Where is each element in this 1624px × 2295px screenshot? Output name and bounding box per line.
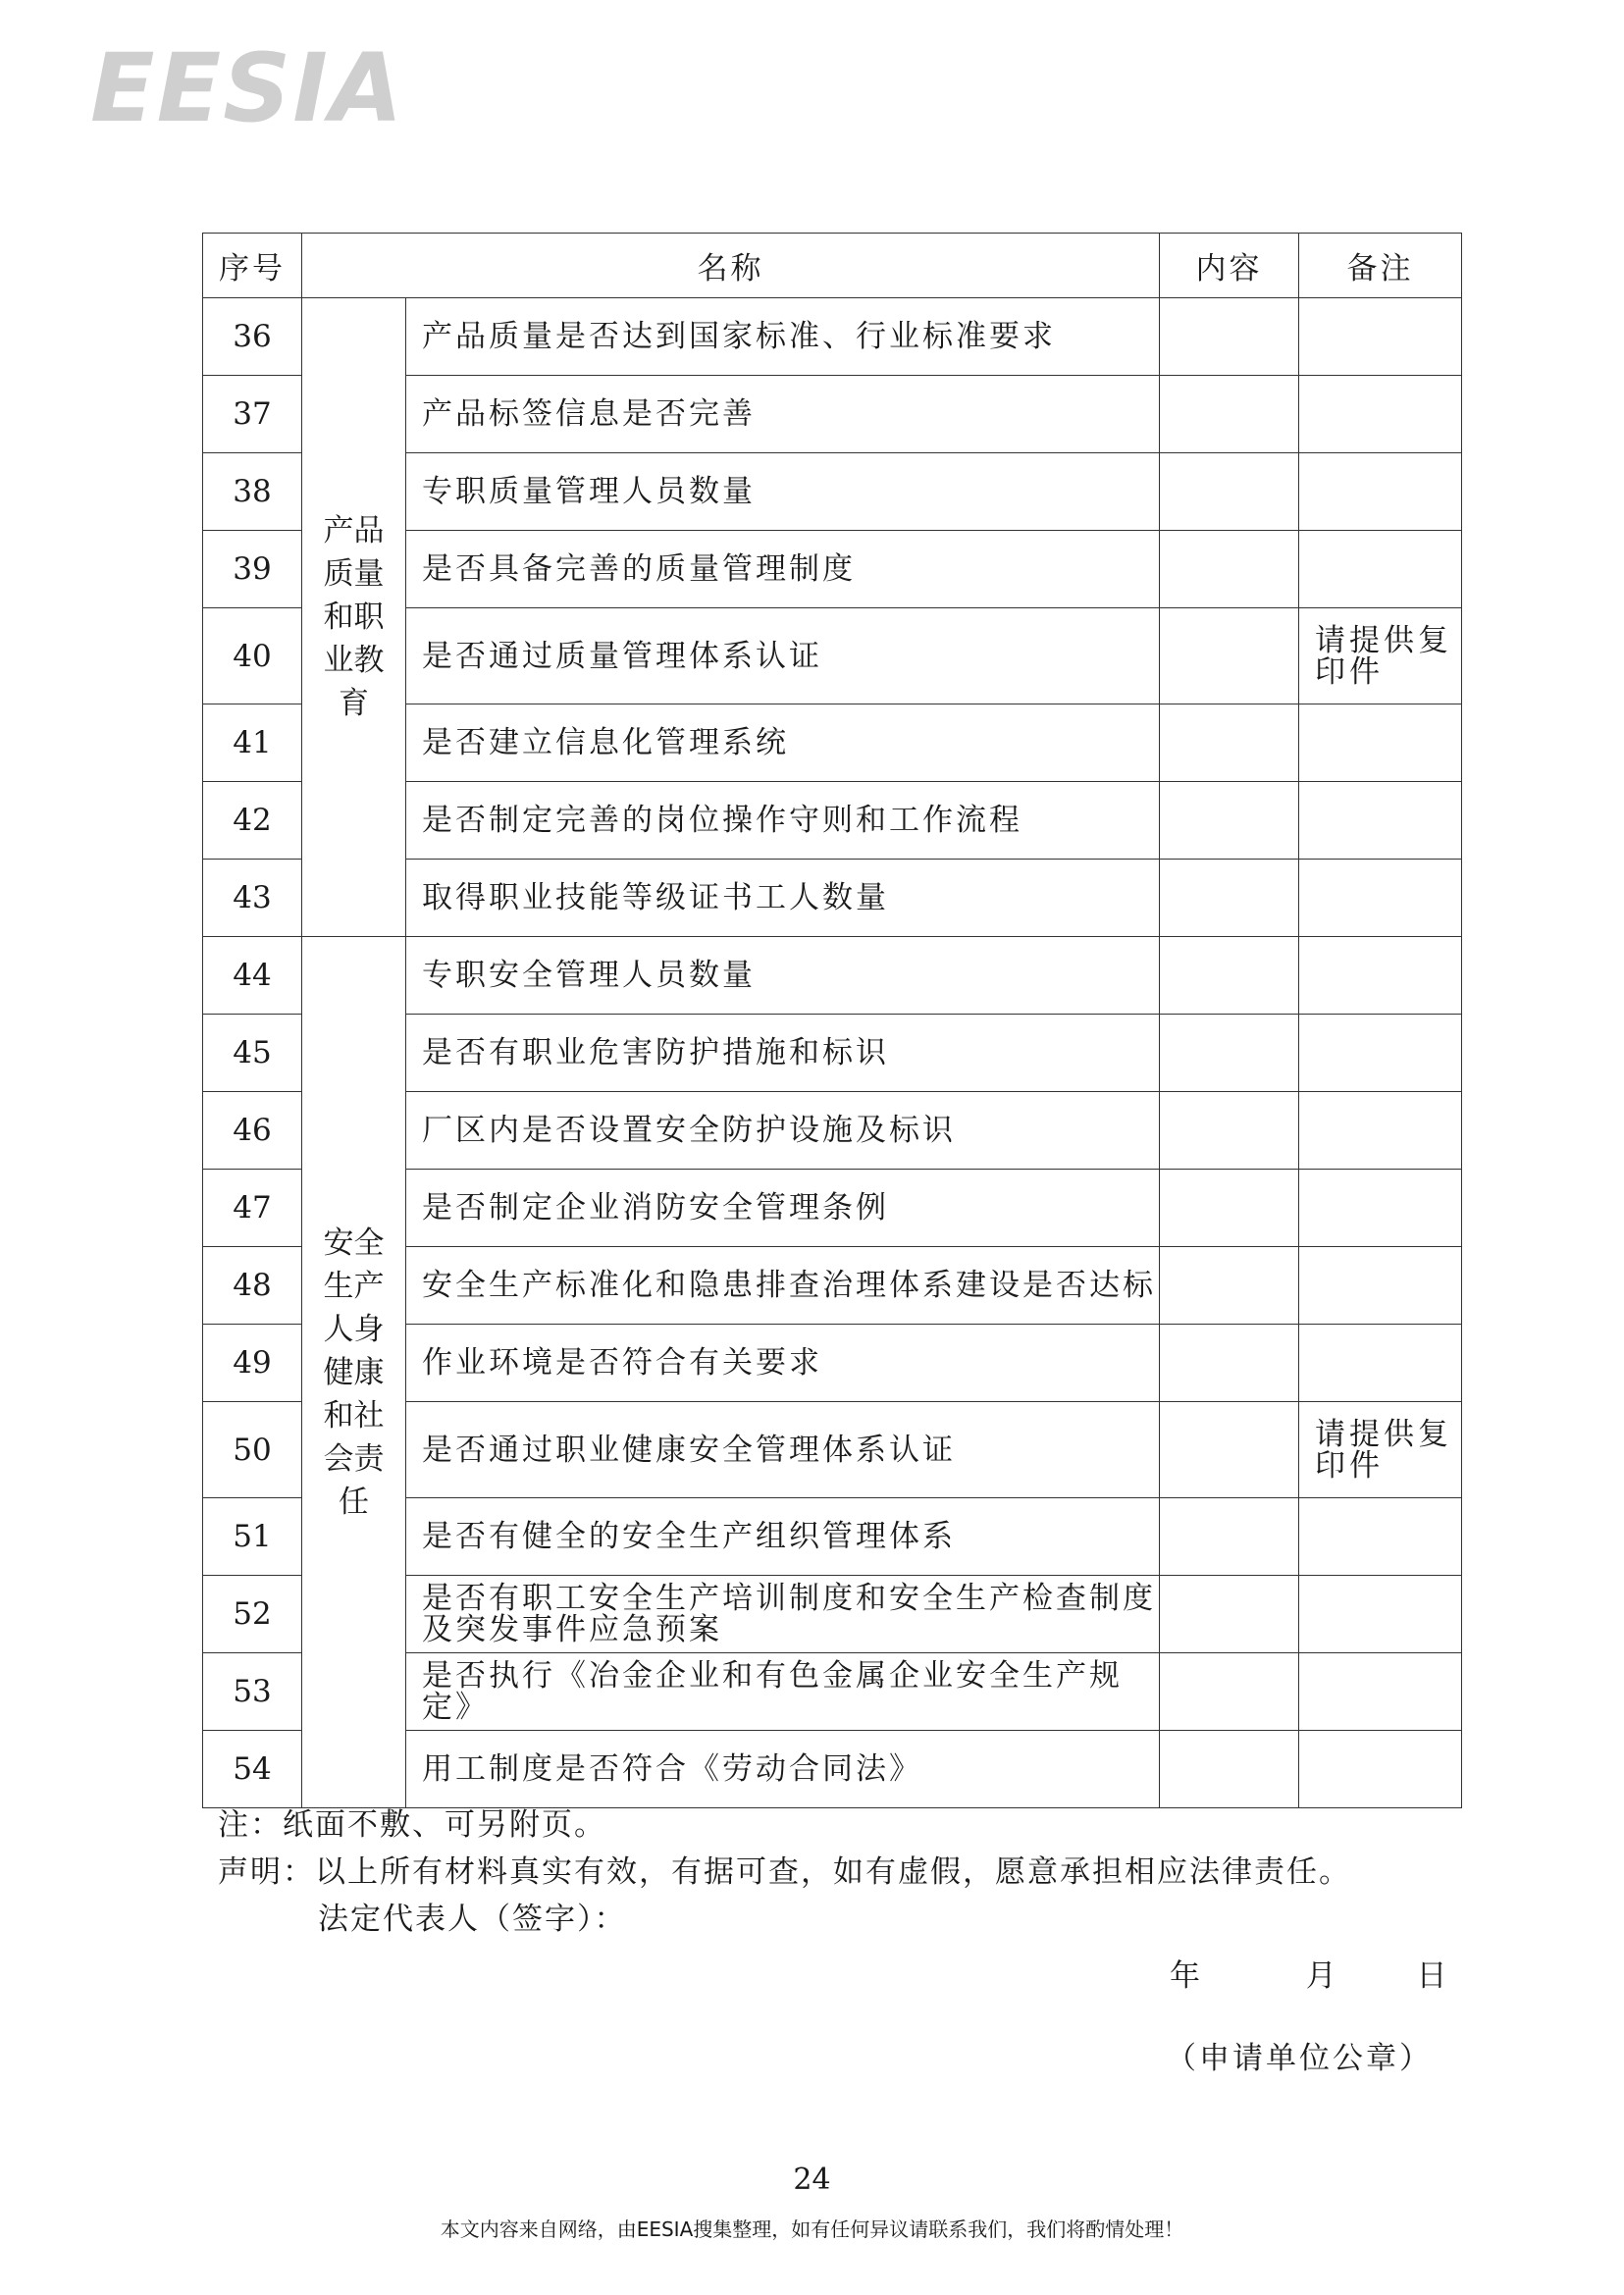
category-label: 产品质量和职业教育 (323, 513, 385, 721)
note-cell (1299, 1092, 1462, 1170)
applicant-stamp: （申请单位公章） (1166, 2041, 1433, 2076)
content-cell[interactable] (1160, 1731, 1299, 1808)
note-cell (1299, 453, 1462, 531)
item-name: 取得职业技能等级证书工人数量 (406, 860, 1160, 937)
item-name: 作业环境是否符合有关要求 (406, 1325, 1160, 1402)
header-name: 名称 (302, 234, 1160, 298)
category-label: 安全生产人身健康和社会责任 (323, 1225, 385, 1520)
note-cell: 请提供复印件 (1299, 1402, 1462, 1498)
row-number: 51 (203, 1498, 302, 1576)
item-name: 安全生产标准化和隐患排查治理体系建设是否达标 (406, 1247, 1160, 1325)
note-cell (1299, 298, 1462, 376)
item-name: 用工制度是否符合《劳动合同法》 (406, 1731, 1160, 1808)
notes-section (218, 1801, 1351, 1943)
date-day: 日 (1416, 1958, 1447, 1994)
logo: EESIA (90, 33, 405, 143)
content-cell[interactable] (1160, 608, 1299, 704)
note-cell (1299, 860, 1462, 937)
table-header-row (203, 234, 1462, 298)
item-name: 是否制定完善的岗位操作守则和工作流程 (406, 782, 1160, 860)
declaration: 声明：以上所有材料真实有效，有据可查，如有虚假，愿意承担相应法律责任。 (218, 1854, 1351, 1890)
item-name: 是否通过职业健康安全管理体系认证 (406, 1402, 1160, 1498)
content-cell[interactable] (1160, 376, 1299, 453)
note-paper: 注：纸面不敷、可另附页。 (218, 1807, 606, 1843)
row-number: 47 (203, 1170, 302, 1247)
category-cell (302, 937, 406, 1808)
row-number: 37 (203, 376, 302, 453)
row-number: 54 (203, 1731, 302, 1808)
date-line (1170, 1951, 1446, 1995)
item-name: 是否通过质量管理体系认证 (406, 608, 1160, 704)
note-cell (1299, 1015, 1462, 1092)
item-name: 是否建立信息化管理系统 (406, 704, 1160, 782)
note-cell (1299, 704, 1462, 782)
item-name: 是否有健全的安全生产组织管理体系 (406, 1498, 1160, 1576)
content-cell[interactable] (1160, 782, 1299, 860)
item-name: 是否有职业危害防护措施和标识 (406, 1015, 1160, 1092)
content-cell[interactable] (1160, 1247, 1299, 1325)
item-name: 是否有职工安全生产培训制度和安全生产检查制度及突发事件应急预案 (406, 1576, 1160, 1653)
row-number: 53 (203, 1653, 302, 1731)
item-name: 是否执行《冶金企业和有色金属企业安全生产规定》 (406, 1653, 1160, 1731)
content-cell[interactable] (1160, 1498, 1299, 1576)
content-cell[interactable] (1160, 531, 1299, 608)
item-name: 是否制定企业消防安全管理条例 (406, 1170, 1160, 1247)
row-number: 39 (203, 531, 302, 608)
application-table (202, 233, 1462, 1808)
content-cell[interactable] (1160, 704, 1299, 782)
item-name: 产品质量是否达到国家标准、行业标准要求 (406, 298, 1160, 376)
row-number: 42 (203, 782, 302, 860)
content-cell[interactable] (1160, 1092, 1299, 1170)
row-number: 43 (203, 860, 302, 937)
date-year: 年 (1170, 1958, 1200, 1994)
table-row (203, 937, 1462, 1015)
note-cell (1299, 531, 1462, 608)
row-number: 36 (203, 298, 302, 376)
item-name: 厂区内是否设置安全防护设施及标识 (406, 1092, 1160, 1170)
row-number: 38 (203, 453, 302, 531)
note-cell (1299, 782, 1462, 860)
page-number: 24 (793, 2163, 831, 2197)
row-number: 45 (203, 1015, 302, 1092)
header-content: 内容 (1160, 234, 1299, 298)
row-number: 40 (203, 608, 302, 704)
content-cell[interactable] (1160, 1325, 1299, 1402)
item-name: 专职安全管理人员数量 (406, 937, 1160, 1015)
row-number: 48 (203, 1247, 302, 1325)
content-cell[interactable] (1160, 453, 1299, 531)
footer-disclaimer: 本文内容来自网络，由EESIA搜集整理，如有任何异议请联系我们，我们将酌情处理！ (440, 2217, 1184, 2241)
note-cell: 请提供复印件 (1299, 608, 1462, 704)
content-cell[interactable] (1160, 1576, 1299, 1653)
content-cell[interactable] (1160, 1653, 1299, 1731)
row-number: 41 (203, 704, 302, 782)
row-number: 46 (203, 1092, 302, 1170)
item-name: 专职质量管理人员数量 (406, 453, 1160, 531)
row-number: 49 (203, 1325, 302, 1402)
note-cell (1299, 1653, 1462, 1731)
row-number: 44 (203, 937, 302, 1015)
note-cell (1299, 1731, 1462, 1808)
table-row (203, 298, 1462, 376)
date-month: 月 (1305, 1958, 1336, 1994)
note-cell (1299, 937, 1462, 1015)
content-cell[interactable] (1160, 1170, 1299, 1247)
note-cell (1299, 1170, 1462, 1247)
content-cell[interactable] (1160, 860, 1299, 937)
item-name: 产品标签信息是否完善 (406, 376, 1160, 453)
content-cell[interactable] (1160, 1015, 1299, 1092)
note-cell (1299, 1576, 1462, 1653)
row-number: 50 (203, 1402, 302, 1498)
note-cell (1299, 1325, 1462, 1402)
note-cell (1299, 1498, 1462, 1576)
category-cell (302, 298, 406, 937)
header-note: 备注 (1299, 234, 1462, 298)
item-name: 是否具备完善的质量管理制度 (406, 531, 1160, 608)
signature-line: 法定代表人（签字）： (318, 1902, 627, 1937)
note-cell (1299, 376, 1462, 453)
content-cell[interactable] (1160, 937, 1299, 1015)
content-cell[interactable] (1160, 1402, 1299, 1498)
note-cell (1299, 1247, 1462, 1325)
row-number: 52 (203, 1576, 302, 1653)
header-no: 序号 (203, 234, 302, 298)
content-cell[interactable] (1160, 298, 1299, 376)
